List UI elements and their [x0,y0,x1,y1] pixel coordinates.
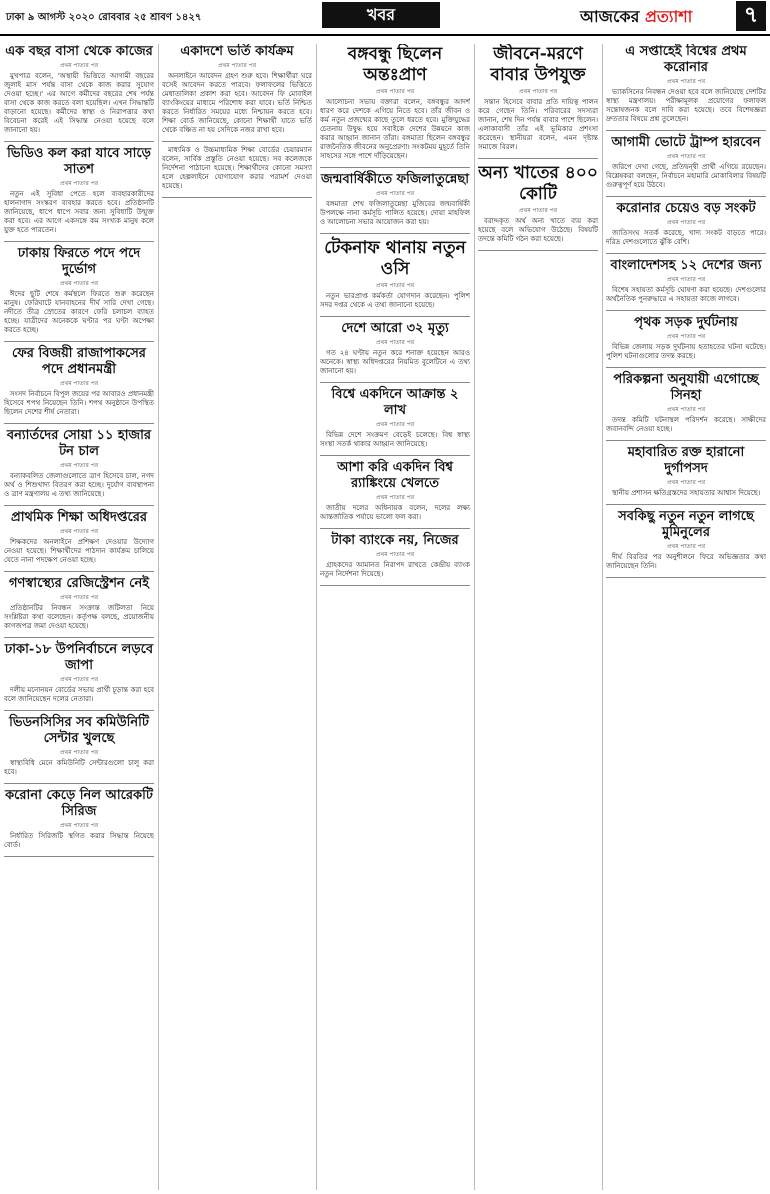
news-story [320,460,470,522]
story-headline[interactable]: পরিকল্পনা অনুযায়ী এগোচ্ছে সিনহা [613,372,759,403]
story-headline[interactable]: ভিডনসিসির সব কমিউনিটি সেন্টার খুলছে [9,715,149,746]
story-body: প্রতিষ্ঠানটির নিবন্ধন সংক্রান্ত জটিলতা নিয়ে সংশ্লিষ্টরা কথা বলেছেন। কর্তৃপক্ষ বলছে, প্রয়োজনীয় কাগজপত্র জমা দেওয়া হয়েছে। [4,604,154,630]
news-story [478,44,598,152]
news-story [4,146,154,235]
story-body: স্বাস্থ্যবিধি মেনে কমিউনিটি সেন্টারগুলো চালু করা হবে। [4,759,154,776]
news-story [162,44,312,135]
story-divider [606,130,766,131]
story-headline[interactable]: গণস্বাস্থ্যের রেজিস্ট্রেশন নেই [9,576,149,591]
column-1 [4,44,154,1190]
story-body: বিভিন্ন দেশে সংক্রমণ বেড়েই চলেছে। বিশ্ব স্বাস্থ্য সংস্থা সতর্ক থাকার আহ্বান জানিয়েছে। [320,431,470,448]
news-story [4,428,154,499]
story-body: জরিপে দেখা গেছে, প্রতিদ্বন্দ্বী প্রার্থী এগিয়ে রয়েছেন। বিশ্লেষকরা বলছেন, নির্বাচনে মহামারি মোকাবিলার বিষয়টি গুরুত্বপূর্ণ হয়ে উঠবে। [606,163,766,189]
story-headline[interactable]: মহাবারিত রক্ত হারানো দুর্গাপসদ [627,445,745,476]
news-story [606,44,766,124]
news-story [478,163,598,244]
story-body: দলীয় মনোনয়ন বোর্ডের সভায় প্রার্থী চূড়ান্ত করা হবে বলে জানিয়েছেন দলের নেতারা। [4,686,154,703]
story-headline[interactable]: বাংলাদেশসহ ১২ দেশের জন্য [610,258,762,273]
news-story [320,44,470,161]
story-headline[interactable]: দেশে আরো ৩২ মৃত্যু [341,321,449,336]
story-body: গত ২৪ ঘণ্টায় নতুন করে শনাক্ত হয়েছেন আরও অনেকে। স্বাস্থ্য অধিদপ্তরের নিয়মিত বুলেটিনে এ তথ্য জানানো হয়। [320,349,470,375]
story-divider [606,367,766,368]
news-story [606,445,766,498]
story-headline[interactable]: ফের বিজয়ী রাজাপাকসের পদে প্রধানমন্ত্রী [12,346,146,377]
story-body: তদন্ত কমিটি ঘটনাস্থল পরিদর্শন করেছে। সাক্ষীদের জবানবন্দি নেওয়া হচ্ছে। [606,416,766,433]
story-divider [4,505,154,506]
story-headline[interactable]: বন্যার্তদের সোয়া ১১ হাজার টন চাল [6,428,152,459]
story-body: স্থানীয় প্রশাসন ক্ষতিগ্রস্তদের সহায়তার আশ্বাস দিয়েছে। [612,489,761,497]
story-body: ভ্যাকসিনের নিবন্ধন দেওয়া হবে বলে জানিয়েছে দেশটির স্বাস্থ্য মন্ত্রণালয়। পরীক্ষামূলক প্রয়োগের ফলাফল সন্তোষজনক বলে দাবি করা হয়েছে। তবে বিশেষজ্ঞরা দ্রুততার বিষয়ে প্রশ্ন তুলেছেন। [606,88,766,123]
news-story [4,44,154,135]
news-story [606,372,766,434]
story-headline[interactable]: ভিডিও কল করা যাবে সাড়ে সাতশ [7,146,151,177]
story-body: জাতীয় দলের অধিনায়ক বলেন, দলের লক্ষ্য আন্তর্জাতিক পর্যায়ে ভালো ফল করা। [320,504,470,521]
story-body: ঈদের ছুটি শেষে কর্মস্থলে ফিরতে শুরু করেছেন মানুষ। ফেরিঘাটে যানবাহনের দীর্ঘ সারি দেখা গেছে। নদীতে তীব্র স্রোতের কারণে ফেরি চলাচল ব্যাহত হচ্ছে। যাত্রীদের অনেককে ঘণ্টার পর ঘণ্টা অপেক্ষা করতে হচ্ছে। [4,290,154,334]
news-story [4,715,154,777]
story-body: সন্তান হিসেবে বাবার প্রতি দায়িত্ব পালন করে গেছেন তিনি। পরিবারের সদস্যরা জানান, শেষ দিন পর্যন্ত বাবার পাশে ছিলেন। এলাকাবাসী তাঁর এই ভূমিকার প্রশংসা করেছেন। স্থানীয়রা বলেন, এমন দৃষ্টান্ত সমাজে বিরল। [478,98,598,151]
story-byline: প্রথম পাতার পর [59,62,99,69]
story-byline: প্রথম পাতার পর [59,822,99,829]
issue-date: ঢাকা ৯ আগস্ট ২০২০ রোববার ২৫ শ্রাবণ ১৪২৭ [6,12,202,23]
story-headline[interactable]: করোনার চেয়েও বড় সংকট [616,201,756,216]
news-story [4,788,154,850]
story-byline: প্রথম পাতার পর [375,421,415,428]
story-divider [606,577,766,578]
story-byline: প্রথম পাতার পর [666,479,706,486]
brand-right: প্রত্যাশা [644,7,693,26]
story-byline: প্রথম পাতার পর [666,333,706,340]
section-title: খবর [322,2,440,28]
story-byline: প্রথম পাতার পর [59,594,99,601]
story-byline: প্রথম পাতার পর [666,543,706,550]
story-body: গ্রাহকদের আমানত নিরাপদ রাখতে কেন্দ্রীয় ব্যাংক নতুন নির্দেশনা দিয়েছে। [320,561,470,578]
news-story [606,201,766,247]
story-divider [478,250,598,251]
story-byline: প্রথম পাতার পর [59,528,99,535]
story-divider [4,783,154,784]
story-body: মুখপাত্র বলেন, 'অস্থায়ী ভিত্তিতে আগামী বছরের জুলাই মাস পর্যন্ত বাসা থেকে কাজ করার সুযোগ দেওয়া হচ্ছে।' এর আগে কর্মীদের বছরের শেষ পর্যন্ত বাসা থেকে কাজ করতে বলা হয়েছিল। এখন সিদ্ধান্তটি বাড়ানো হয়েছে। কর্মীদের স্বাস্থ্য ও নিরাপত্তার কথা বিবেচনা করেই এই সিদ্ধান্ত নেওয়া হয়েছে বলে জানানো হয়। [4,72,154,134]
story-byline: প্রথম পাতার পর [375,494,415,501]
story-byline: প্রথম পাতার পর [59,180,99,187]
story-byline: প্রথম পাতার পর [666,406,706,413]
story-headline[interactable]: টাকা ব্যাংকে নয়, নিজের [331,533,459,548]
story-headline[interactable]: বিশ্বে একদিনে আক্রান্ত ২ লাখ [331,387,459,418]
story-byline: প্রথম পাতার পর [375,190,415,197]
news-story [606,135,766,190]
story-headline[interactable]: করোনা কেড়ে নিল আরেকটি সিরিজ [5,788,153,819]
story-divider [606,440,766,441]
page-number: ৭ [736,1,766,31]
news-story [320,387,470,449]
news-story [606,258,766,304]
column-4 [478,44,598,1190]
news-story [606,315,766,361]
story-divider [4,637,154,638]
story-headline[interactable]: বঙ্গবন্ধু ছিলেন অন্তঃপ্রাণ [347,44,443,85]
story-byline: প্রথম পাতার পর [666,219,706,226]
story-body: অনলাইনে আবেদন গ্রহণ শুরু হবে। শিক্ষার্থীরা ঘরে বসেই আবেদন করতে পারবে। ফলাফলের ভিত্তিতে মেধাতালিকা প্রকাশ করা হবে। আবেদন ফি মোবাইল ব্যাংকিংয়ের মাধ্যমে পরিশোধ করা যাবে। ভর্তি নিশ্চিত করতে নির্ধারিত সময়ের মধ্যে নিশ্চায়ন করতে হবে। শিক্ষা বোর্ড জানিয়েছে, কোনো শিক্ষার্থী যাতে ভর্তি থেকে বঞ্চিত না হয় সেদিকে নজর রাখা হবে। [162,72,312,134]
story-body: আলোচনা সভায় বক্তারা বলেন, বঙ্গবন্ধুর আদর্শ ধারণ করে দেশকে এগিয়ে নিতে হবে। তাঁর জীবন ও কর্ম নতুন প্রজন্মের কাছে তুলে ধরতে হবে। মুক্তিযুদ্ধের চেতনায় উদ্বুদ্ধ হয়ে সবাইকে দেশের উন্নয়নে কাজ করার আহ্বান জানান তাঁরা। বঙ্গমাতা ছিলেন বঙ্গবন্ধুর রাজনৈতিক জীবনের অনুপ্রেরণা। সংকটময় মুহূর্তে তিনি সাহসের সঙ্গে পাশে দাঁড়িয়েছেন। [320,98,470,160]
story-byline: প্রথম পাতার পর [375,339,415,346]
story-headline[interactable]: এক বছর বাসা থেকে কাজের [5,44,153,59]
story-body: বিভিন্ন জেলায় সড়ক দুর্ঘটনায় হতাহতের ঘটনা ঘটেছে। পুলিশ ঘটনাগুলোর তদন্ত করছে। [606,343,766,360]
news-story [606,509,766,571]
story-body: নতুন এই সুবিধা পেতে হলে ব্যবহারকারীদের হালনাগাদ সংস্করণ ব্যবহার করতে হবে। প্রতিষ্ঠানটি জানিয়েছে, ধাপে ধাপে সবার জন্য সুবিধাটি উন্মুক্ত করা হবে। এর আগে একসঙ্গে কম সংখ্যক মানুষ কলে যুক্ত হতে পারতেন। [4,190,154,234]
story-divider [4,341,154,342]
news-story [162,146,312,191]
story-body: জাতিসংঘ সতর্ক করেছে, খাদ্য সংকট বাড়তে পারে। দরিদ্র দেশগুলোতে ঝুঁকি বেশি। [606,229,766,246]
story-headline[interactable]: জীবনে-মরণে বাবার উপযুক্ত [490,44,586,85]
story-headline[interactable]: এ সপ্তাহেই বিশ্বের প্রথম করোনার [625,44,747,75]
column-divider [158,44,159,1190]
story-byline: প্রথম পাতার পর [59,280,99,287]
column-divider [316,44,317,1190]
story-body: বঙ্গমাতা শেখ ফজিলাতুন্নেছা মুজিবের জন্মবার্ষিকী উপলক্ষে নানা কর্মসূচি পালিত হয়েছে। দোয়া মাহফিল ও আলোচনা সভার আয়োজন করা হয়। [320,200,470,226]
story-headline[interactable]: প্রাথমিক শিক্ষা অধিদপ্তরের [11,510,147,525]
story-divider [320,316,470,317]
story-body: বন্যাকবলিত জেলাগুলোতে ত্রাণ হিসেবে চাল, নগদ অর্থ ও শিশুখাদ্য বিতরণ করা হচ্ছে। দুর্যোগ ব্যবস্থাপনা ও ত্রাণ মন্ত্রণালয় এ তথ্য জানিয়েছে। [4,472,154,498]
story-byline: প্রথম পাতার পর [375,282,415,289]
story-body: দীর্ঘ বিরতির পর অনুশীলনে ফিরে অভিজ্ঞতার কথা জানিয়েছেন তিনি। [606,553,766,570]
story-headline[interactable]: জন্মবার্ষিকীতে ফজিলাতুন্নেছা [320,172,470,187]
story-byline: প্রথম পাতার পর [666,78,706,85]
story-body: নতুন ভারপ্রাপ্ত কর্মকর্তা যোগদান করেছেন। পুলিশ সদর দপ্তর থেকে এ তথ্য জানানো হয়েছে। [320,292,470,309]
story-byline: প্রথম পাতার পর [666,153,706,160]
story-byline: প্রথম পাতার পর [59,749,99,756]
story-divider [320,233,470,234]
brand-left: আজকের [580,7,640,26]
story-byline: প্রথম পাতার পর [59,380,99,387]
story-headline[interactable]: অন্য খাতের ৪০০ কোটি [478,163,598,204]
news-story [320,321,470,376]
story-divider [162,141,312,142]
news-story [320,238,470,310]
story-byline: প্রথম পাতার পর [666,276,706,283]
story-body: সংসদ নির্বাচনে বিপুল জয়ের পর আবারও প্রধানমন্ত্রী হিসেবে শপথ নিয়েছেন তিনি। শপথ অনুষ্ঠানে উপস্থিত ছিলেন দেশের শীর্ষ নেতারা। [4,390,154,416]
story-divider [4,856,154,857]
story-byline: প্রথম পাতার পর [518,88,558,95]
story-divider [320,528,470,529]
story-body: নির্ধারিত সিরিজটি স্থগিত করার সিদ্ধান্ত নিয়েছে বোর্ড। [4,832,154,849]
column-3 [320,44,470,1190]
story-divider [162,197,312,198]
news-story [320,172,470,227]
story-byline: প্রথম পাতার পর [217,62,257,69]
story-headline[interactable]: আশা করি একদিন বিশ্ব র‍্যাঙ্কিংয়ে খেলতে [337,460,453,491]
news-story [4,246,154,335]
news-story [320,533,470,579]
story-body: বিশেষ সহায়তা কর্মসূচি ঘোষণা করা হয়েছে। দেশগুলোর অর্থনৈতিক পুনরুদ্ধারে এ সহায়তা কাজে লাগবে। [606,286,766,303]
story-divider [4,710,154,711]
newspaper-logo [580,4,692,31]
story-divider [478,158,598,159]
story-divider [606,253,766,254]
page-header [0,0,770,36]
story-divider [606,504,766,505]
news-story [4,642,154,704]
story-headline[interactable]: সবকিছু নতুন নতুন লাগছে মুমিনুলের [618,509,754,540]
story-body: মাধ্যমিক ও উচ্চমাধ্যমিক শিক্ষা বোর্ডের চেয়ারম্যান বলেন, সার্বিক প্রস্তুতি নেওয়া হয়েছে। সব কলেজকে নির্দেশনা পাঠানো হয়েছে। শিক্ষার্থীদের কোনো সমস্যা হলে হেল্পলাইনে যোগাযোগ করার পরামর্শ দেওয়া হয়েছে। [162,146,312,190]
story-byline: প্রথম পাতার পর [59,676,99,683]
story-headline[interactable]: ঢাকা-১৮ উপনির্বাচনে লড়বে জাপা [4,642,154,673]
story-headline[interactable]: পৃথক সড়ক দুর্ঘটনায় [634,315,738,330]
story-headline[interactable]: ঢাকায় ফিরতে পদে পদে দুর্ভোগ [17,246,141,277]
story-headline[interactable]: টেকনাফ থানায় নতুন ওসি [324,238,466,279]
story-divider [4,141,154,142]
story-byline: প্রথম পাতার পর [518,207,558,214]
story-divider [4,241,154,242]
story-byline: প্রথম পাতার পর [375,88,415,95]
story-divider [320,167,470,168]
story-divider [606,310,766,311]
story-divider [320,455,470,456]
column-divider [474,44,475,1190]
story-body: শিক্ষকদের অনলাইনে প্রশিক্ষণ দেওয়ার উদ্যোগ নেওয়া হয়েছে। শিক্ষার্থীদের পাঠদান কার্যক্রম চালিয়ে যেতে নানা পদক্ষেপ নেওয়া হচ্ছে। [4,538,154,564]
column-2 [162,44,312,1190]
news-story [4,510,154,565]
story-byline: প্রথম পাতার পর [375,551,415,558]
story-byline: প্রথম পাতার পর [59,462,99,469]
story-headline[interactable]: একাদশে ভর্তি কার্যক্রম [180,44,294,59]
news-story [4,576,154,631]
news-story [4,346,154,417]
story-divider [606,196,766,197]
story-divider [320,585,470,586]
story-divider [4,571,154,572]
story-body: বরাদ্দকৃত অর্থ অন্য খাতে ব্যয় করা হয়েছে বলে অভিযোগ উঠেছে। বিষয়টি তদন্তে কমিটি গঠন করা হয়েছে। [478,217,598,243]
column-5 [606,44,766,1190]
story-headline[interactable]: আগামী ভোটে ট্রাম্প হারবেন [611,135,761,150]
column-divider [602,44,603,1190]
story-divider [320,382,470,383]
story-divider [4,423,154,424]
